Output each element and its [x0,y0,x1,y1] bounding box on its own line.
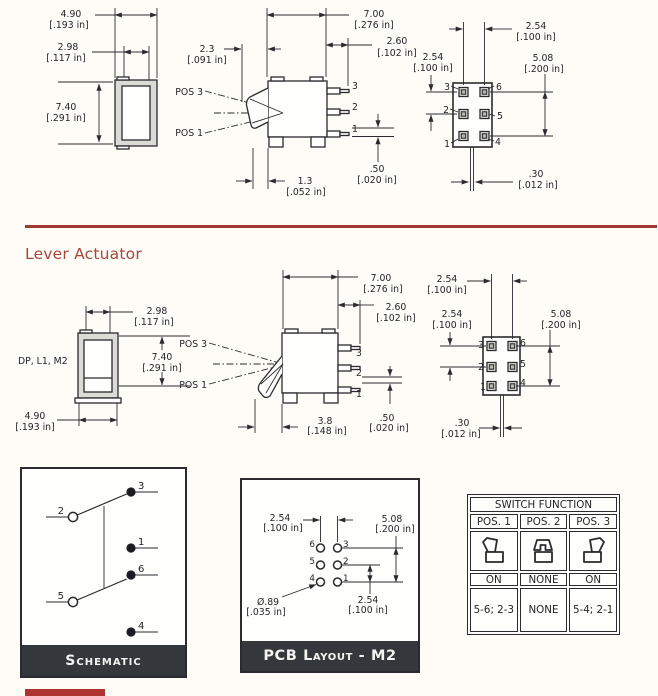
pin2-label: 2 [57,506,64,517]
pos3-label: POS 3 [179,339,207,350]
icon-cell-pos3 [569,531,617,571]
lever-side-view [15,306,190,433]
pin6-label: 6 [138,564,145,575]
dim-foot-in: [.052 in] [286,187,326,198]
col-header-pos1: POS. 1 [470,514,518,529]
pin1-label: 1 [138,537,145,548]
top-side-view [46,8,157,149]
pin3-label: 3 [356,348,362,359]
hole-3 [334,544,342,552]
pos1-label: POS 1 [175,128,203,139]
pin5-label: 5 [57,591,64,602]
dim-height-mm: 7.40 [55,102,77,113]
schematic-box [20,467,187,678]
dim-hole-mm: Ø.89 [256,597,280,608]
pad4-label: 4 [495,137,501,148]
dim-foot-mm: 1.3 [297,176,313,187]
dim-pinlen-in: [.102 in] [376,313,416,324]
dim-slot-in: [.117 in] [134,317,174,328]
dim-slot-in: [.117 in] [46,53,86,64]
pad5-label: 5 [497,111,503,122]
pad3-label: 3 [444,82,450,93]
lever-bottom-view [427,274,580,440]
dim-hole-in: [.035 in] [246,607,286,618]
dim-width-mm: 4.90 [60,9,82,20]
dim-rowpitch-mm: 2.54 [422,52,444,63]
pcb-drawing [242,480,418,641]
dim-stem-in: [.012 in] [441,429,481,440]
dim-slot-mm: 2.98 [57,42,79,53]
dim-pinlen-in: [.102 in] [377,48,417,59]
hole-4 [317,578,325,586]
hole2-label: 2 [343,557,349,567]
dim-height-mm: 7.40 [151,352,173,363]
pad4-label: 4 [520,378,526,389]
pad1-label: 1 [480,382,486,393]
dim-thick-mm: .50 [369,164,385,175]
hole-5 [317,561,325,569]
pin3-label: 3 [352,81,358,92]
top-front-view [175,8,416,198]
dim-rowpitch-mm: 2.54 [357,595,379,606]
hole1-label: 1 [343,574,349,584]
dim-stem-mm: .30 [454,418,470,429]
pos3-label: POS 3 [175,87,203,98]
dim-rowspan-in: [.200 in] [541,320,581,331]
dim-rowspan-in: [.200 in] [524,64,564,75]
pad2-label: 2 [478,362,484,373]
pad2-label: 2 [443,105,449,116]
switch-function-table [467,494,620,635]
dim-width-in: [.193 in] [49,20,89,31]
dim-rowspan-mm: 5.08 [381,514,403,525]
dim-thick-mm: .50 [379,413,395,424]
pin1-label: 1 [352,124,358,135]
model-label: DP, L1, M2 [18,356,68,367]
dim-width-in: [.276 in] [354,20,394,31]
dim-proj-mm: 2.3 [199,44,215,55]
hole3-label: 3 [343,540,349,550]
icon-cell-pos1 [470,531,518,571]
contact-3 [126,487,135,496]
dim-pinlen-mm: 2.60 [386,36,408,47]
state-pos2: NONE [520,573,568,586]
dim-lever-mm: 3.8 [317,416,333,427]
pad6-label: 6 [520,338,526,349]
pin1-label: 1 [356,389,362,400]
hole6-label: 6 [309,540,315,550]
dim-width-mm: 7.00 [370,273,392,284]
switch-position-3-icon [578,536,608,566]
state-pos3: ON [569,573,617,586]
dim-pinlen-mm: 2.60 [385,302,407,313]
pos1-label: POS 1 [179,380,207,391]
top-bottom-view [413,21,563,191]
dim-rowspan-mm: 5.08 [550,309,572,320]
schematic-caption: Schematic [22,645,185,676]
contact-6 [126,570,135,579]
dim-width-in: [.193 in] [15,422,55,433]
section-divider [25,225,657,228]
pcb-caption: PCB Layout - M2 [242,641,418,671]
dim-colpitch-in: [.100 in] [427,285,467,296]
col-header-pos2: POS. 2 [520,514,568,529]
next-section-divider [25,689,105,696]
dim-lever-in: [.148 in] [307,426,347,437]
dim-stem-in: [.012 in] [518,180,558,191]
dim-colpitch-mm: 2.54 [436,274,458,285]
lever-dimension-drawing [0,262,658,462]
common-2 [68,512,77,521]
contacts-pos1: 5-6; 2-3 [470,588,518,632]
dim-rowpitch-in: [.100 in] [348,605,388,616]
lever-front-view [179,270,415,437]
dim-thick-in: [.020 in] [357,175,397,186]
dim-rowpitch-in: [.100 in] [413,63,453,74]
lever-paddle [258,356,282,398]
dim-rowpitch-in: [.100 in] [432,320,472,331]
dim-colpitch-mm: 2.54 [269,513,291,524]
contacts-pos3: 5-4; 2-1 [569,588,617,632]
pad1-label: 1 [444,139,450,150]
common-5 [68,597,77,606]
section-heading: Lever Actuator [25,245,142,263]
hole-2 [334,561,342,569]
pin4-label: 4 [138,621,145,632]
dim-stem-mm: .30 [528,169,544,180]
dim-colpitch-in: [.100 in] [263,523,303,534]
hole-6 [317,544,325,552]
pin2-label: 2 [356,368,362,379]
dim-height-in: [.291 in] [142,363,182,374]
pin2-label: 2 [352,102,358,113]
icon-cell-pos2 [520,531,568,571]
dim-slot-mm: 2.98 [146,306,168,317]
pad5-label: 5 [520,359,526,370]
hole5-label: 5 [309,557,315,567]
hole4-label: 4 [309,574,315,584]
pad6-label: 6 [496,82,502,93]
dim-colpitch-in: [.100 in] [516,32,556,43]
dim-rowpitch-mm: 2.54 [441,309,463,320]
dim-colpitch-mm: 2.54 [525,21,547,32]
dim-width-mm: 7.00 [363,9,385,20]
contacts-pos2: NONE [520,588,568,632]
contact-4 [126,627,135,636]
dim-width-mm: 4.90 [24,411,46,422]
table-title: SWITCH FUNCTION [470,497,617,512]
dim-rowspan-in: [.200 in] [375,524,415,535]
dim-height-in: [.291 in] [46,113,86,124]
dim-rowspan-mm: 5.08 [532,53,554,64]
switch-position-2-icon [528,536,558,566]
pcb-layout-box [240,478,420,673]
dim-proj-in: [.091 in] [187,55,227,66]
schematic-drawing [22,469,185,645]
contact-1 [126,543,135,552]
hole-1 [334,578,342,586]
pin3-label: 3 [138,481,145,492]
switch-position-1-icon [479,536,509,566]
dim-thick-in: [.020 in] [369,423,409,434]
pad3-label: 3 [478,340,484,351]
dim-width-in: [.276 in] [363,284,403,295]
col-header-pos3: POS. 3 [569,514,617,529]
state-pos1: ON [470,573,518,586]
top-dimension-drawing [0,0,658,224]
